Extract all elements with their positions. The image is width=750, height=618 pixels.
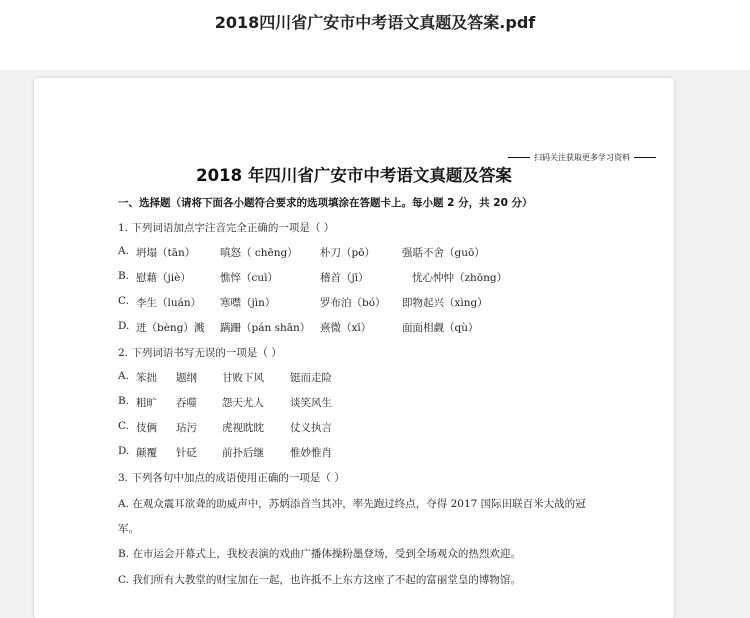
question-3-option-c: C. 我们所有大教堂的财宝加在一起，也许抵不上东方这座了不起的富丽堂皇的博物馆。 xyxy=(118,574,521,586)
option-item: 惟妙惟肖 xyxy=(290,447,332,459)
option-item: 笨拙 xyxy=(136,372,157,384)
option-letter: A. xyxy=(118,245,129,257)
option-item: 朴刀（pō） xyxy=(320,247,376,259)
option-item: 谈笑风生 xyxy=(290,397,332,409)
question-1-stem: 1. 下列词语加点字注音完全正确的一项是（ ） xyxy=(118,222,335,234)
option-item: 嗔怒（ chēng） xyxy=(220,247,298,259)
option-item: 李生（luán） xyxy=(136,297,202,309)
document-title: 2018 年四川省广安市中考语文真题及答案 xyxy=(196,166,512,185)
question-3-option-a-line-1: A. 在观众震耳欲聋的助威声中，苏炳添首当其冲，率先跑过终点，夺得 2017 国际田联百米大战的冠 xyxy=(118,498,586,510)
option-item: 伎俩 xyxy=(136,422,157,434)
option-item: 迸（bèng）溅 xyxy=(136,322,205,334)
option-item: 针砭 xyxy=(176,447,197,459)
option-item: 坍塌（tān） xyxy=(136,247,196,259)
option-item: 寒噤（jìn） xyxy=(220,297,276,309)
pdf-page xyxy=(34,78,674,618)
option-letter: B. xyxy=(118,395,130,407)
option-item: 忧心忡忡（zhōng） xyxy=(412,272,508,284)
option-item: 虎视眈眈 xyxy=(222,422,264,434)
option-letter: D. xyxy=(118,445,130,457)
option-item: 题纲 xyxy=(176,372,197,384)
option-letter: C. xyxy=(118,295,129,307)
banner-text: 扫码关注获取更多学习资料 xyxy=(534,153,630,162)
option-item: 前扑后继 xyxy=(222,447,264,459)
option-item: 熹微（xī） xyxy=(320,322,372,334)
option-item: 铤而走险 xyxy=(290,372,332,384)
option-item: 蹒跚（pán shān） xyxy=(220,322,311,334)
section-heading: 一、选择题（请将下面各小题符合要求的选项填涂在答题卡上。每小题 2 分，共 20 分） xyxy=(118,197,533,209)
option-item: 仗义执言 xyxy=(290,422,332,434)
banner-right-rule xyxy=(634,157,656,158)
option-item: 慰藉（jiè） xyxy=(136,272,191,284)
option-item: 吞噬 xyxy=(176,397,197,409)
option-item: 甘败下风 xyxy=(222,372,264,384)
option-item: 稽首（jī） xyxy=(320,272,369,284)
question-3-stem: 3. 下列各句中加点的成语使用正确的一项是（ ） xyxy=(118,472,345,484)
option-item: 粗旷 xyxy=(136,397,157,409)
question-2-stem: 2. 下列词语书写无误的一项是（ ） xyxy=(118,347,282,359)
option-letter: A. xyxy=(118,370,129,382)
option-item: 即物起兴（xìng） xyxy=(402,297,488,309)
option-item: 玷污 xyxy=(176,422,197,434)
option-item: 面面相觑（qù） xyxy=(402,322,479,334)
option-item: 强聒不舍（guō） xyxy=(402,247,485,259)
banner-left-rule xyxy=(508,157,530,158)
option-item: 颠覆 xyxy=(136,447,157,459)
viewer-title-bar xyxy=(0,0,750,70)
option-item: 憔悴（cuì） xyxy=(220,272,279,284)
option-letter: B. xyxy=(118,270,130,282)
question-3-option-a-line-2: 军。 xyxy=(118,523,139,535)
question-3-option-b: B. 在市运会开幕式上，我校表演的戏曲广播体操粉墨登场，受到全场观众的热烈欢迎。 xyxy=(118,548,521,560)
option-item: 怨天尤人 xyxy=(222,397,264,409)
option-item: 罗布泊（bó） xyxy=(320,297,386,309)
option-letter: C. xyxy=(118,420,129,432)
file-title: 2018四川省广安市中考语文真题及答案.pdf xyxy=(214,13,536,32)
option-letter: D. xyxy=(118,320,130,332)
